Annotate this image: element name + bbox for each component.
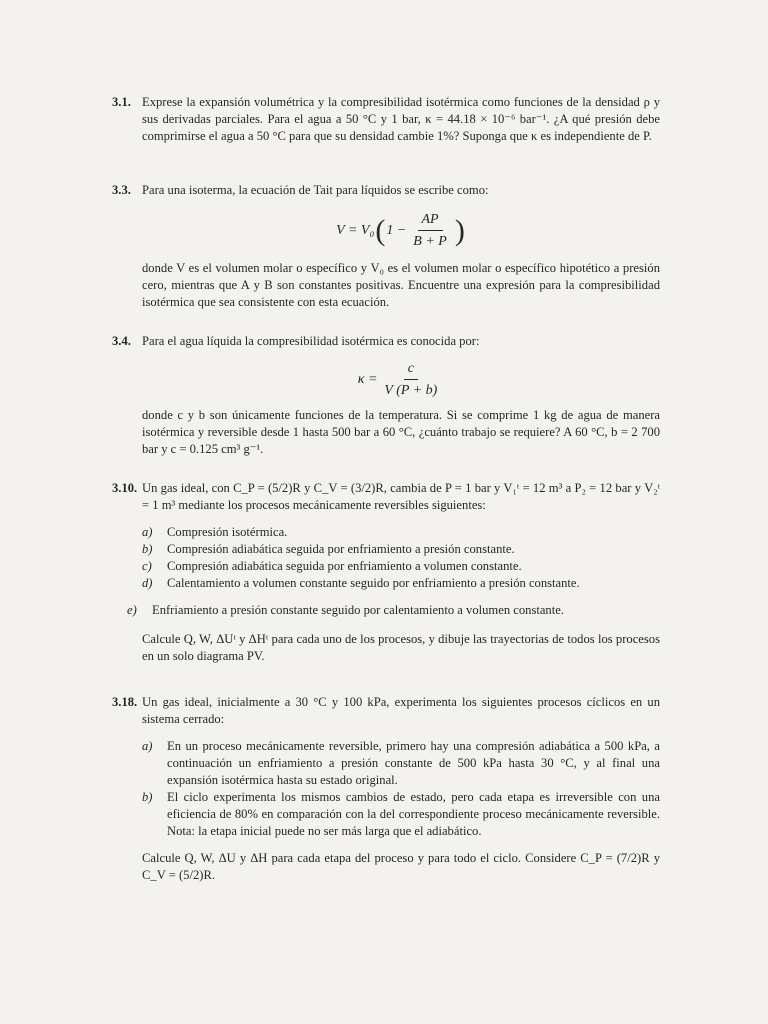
equation-fraction [380,360,441,399]
fraction-numerator: c [404,360,418,380]
equation-lhs: V = V₀ [336,223,375,238]
process-list [127,524,660,619]
list-item: b) Compresión adiabática seguida por enfriamiento a presión constante. [142,542,515,556]
problem-number: 3.3. [112,183,131,197]
problem-number: 3.10. [112,481,138,495]
problem-number: 3.18. [112,695,138,709]
list-item: c) Compresión adiabática seguida por enfriamiento a volumen constante. [142,559,522,573]
problem-intro: Un gas ideal, inicialmente a 30 °C y 100 kPa, experimenta los siguientes procesos cíclicos en un sistema cerrado: [142,695,660,726]
left-paren: ( [375,213,386,247]
problem-text: Exprese la expansión volumétrica y la compresibilidad isotérmica como funciones de la densidad ρ y sus derivadas parciales. Para el agua a 50 °C y 1 bar, κ = 44.18 × 10⁻⁶ bar⁻¹. ¿A qué presión debe comprimirse el agua a 50 °C para que su densidad cambie 1%? Suponga que κ es independiente de P. [142,95,660,143]
fraction-denominator: B + P [413,234,447,249]
problem-3-10 [112,480,660,665]
problem-text: donde V es el volumen molar o específico y V₀ es el volumen molar o específico hipotético a presión cero, mientras que A y B son constantes positivas. Encuentre una expresión para la compresibilidad isotérmica que sea consistente con esta ecuación. [142,261,660,309]
problem-number: 3.4. [112,334,131,348]
problem-closing: Calcule Q, W, ΔU y ΔH para cada etapa del proceso y para todo el ciclo. Considere C_P = (7/2)R y C_V = (5/2)R. [142,851,660,882]
problem-3-18 [112,694,660,884]
equation-lhs: κ = [357,372,378,387]
problem-number: 3.1. [112,95,131,109]
list-item: e) Enfriamiento a presión constante seguido por calentamiento a volumen constante. [127,603,564,617]
list-item: d) Calentamiento a volumen constante seguido por enfriamiento a presión constante. [142,576,580,590]
right-paren: ) [454,213,465,247]
problem-3-1 [112,94,660,145]
problem-intro: Para una isoterma, la ecuación de Tait para líquidos se escribe como: [142,183,489,197]
compressibility-equation [142,360,660,399]
fraction-numerator: AP [418,211,443,231]
tait-equation [142,211,660,250]
problem-3-3 [112,182,660,311]
problem-intro: Un gas ideal, con C_P = (5/2)R y C_V = (3/2)R, cambia de P = 1 bar y V₁ᵗ = 12 m³ a P₂ = 12 bar y V₂ᵗ = 1 m³ mediante los procesos mecánicamente reversibles siguientes: [142,481,660,512]
problem-intro: Para el agua líquida la compresibilidad isotérmica es conocida por: [142,334,480,348]
cycle-list [142,738,660,840]
problem-3-4 [112,333,660,458]
problem-closing: Calcule Q, W, ΔUᵗ y ΔHᵗ para cada uno de los procesos, y dibuje las trayectorias de todos los procesos en un solo diagrama PV. [142,632,660,663]
list-item: a) En un proceso mecánicamente reversible, primero hay una compresión adiabática a 500 kPa, a continuación un enfriamiento a presión constante de 500 kPa hasta 30 °C, y al final una expansión isotérmica hasta su estado original. [142,739,660,787]
list-item: a) Compresión isotérmica. [142,525,288,539]
equation-fraction [409,211,451,250]
list-item: b) El ciclo experimenta los mismos cambios de estado, pero cada etapa es irreversible con una eficiencia de 80% en comparación con la del correspondiente proceso mecánicamente reversible. Nota: la etapa inicial puede no ser más larga que el adiabático. [142,790,660,838]
fraction-denominator: V (P + b) [384,383,438,398]
equation-one-minus: 1 − [386,223,407,238]
problem-text: donde c y b son únicamente funciones de la temperatura. Si se comprime 1 kg de agua de manera isotérmica y reversible desde 1 hasta 500 bar a 60 °C, ¿cuánto trabajo se requiere? A 60 °C, b = 2 700 bar y c = 0.125 cm³ g⁻¹. [142,408,660,456]
